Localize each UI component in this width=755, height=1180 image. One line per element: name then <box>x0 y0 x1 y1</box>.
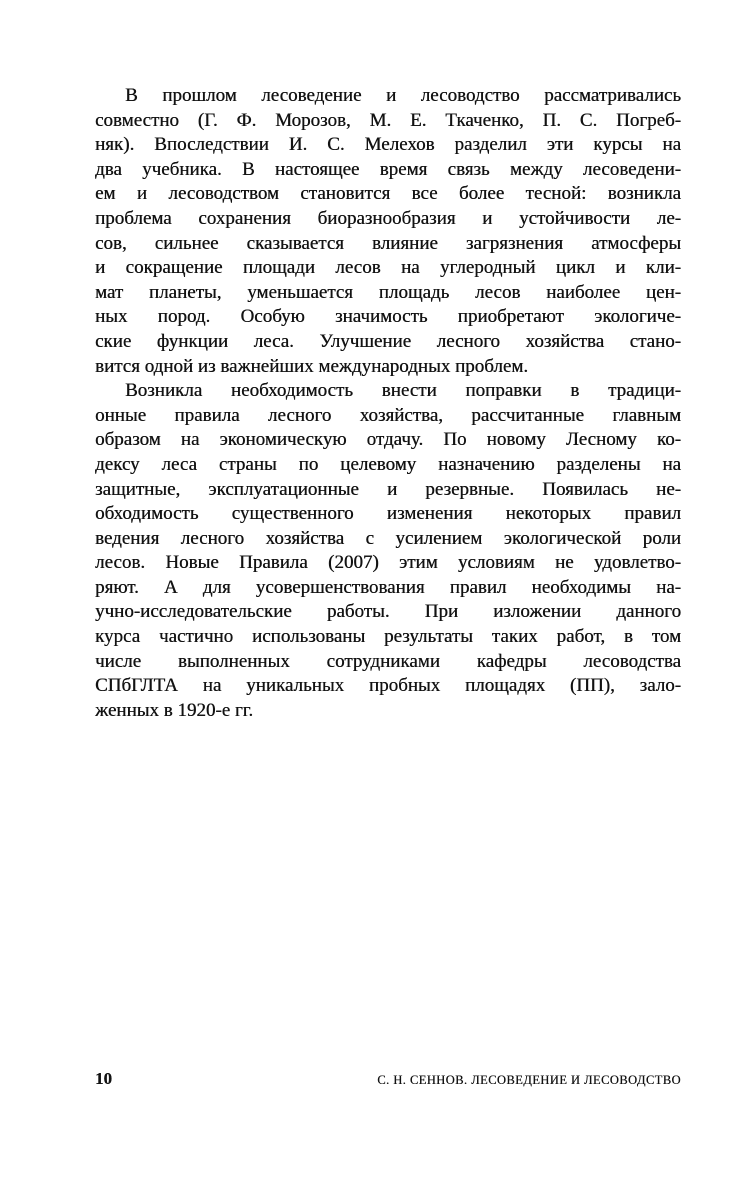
running-footer: С. Н. СЕННОВ. ЛЕСОВЕДЕНИЕ И ЛЕСОВОДСТВО <box>377 1073 681 1087</box>
page-footer <box>95 1069 681 1089</box>
text-line: защитные, эксплуатационные и резервные. Появилась не- <box>95 478 681 500</box>
text-line: совместно (Г. Ф. Морозов, М. Е. Ткаченко, П. С. Погреб- <box>95 109 681 131</box>
text-line: лесов. Новые Правила (2007) этим условиям не удовлетво- <box>95 552 681 574</box>
paragraph <box>95 84 681 379</box>
paragraph <box>95 379 681 723</box>
text-line: мат планеты, уменьшается площадь лесов наиболее цен- <box>95 281 681 303</box>
text-line: образом на экономическую отдачу. По новому Лесному ко- <box>95 429 681 451</box>
text-line: дексу леса страны по целевому назначению разделены на <box>95 453 681 475</box>
text-line: обходимость существенного изменения некоторых правил <box>95 503 681 525</box>
text-line: няк). Впоследствии И. С. Мелехов разделил эти курсы на <box>95 134 681 156</box>
page-number: 10 <box>95 1069 112 1088</box>
text-line: сов, сильнее сказывается влияние загрязнения атмосферы <box>95 232 681 254</box>
text-line: онные правила лесного хозяйства, рассчитанные главным <box>95 404 681 426</box>
text-line: женных в 1920-е гг. <box>95 699 254 721</box>
text-line: проблема сохранения биоразнообразия и устойчивости ле- <box>95 207 681 229</box>
text-line: ские функции леса. Улучшение лесного хозяйства стано- <box>95 330 681 352</box>
text-line: ряют. А для усовершенствования правил необходимы на- <box>95 576 681 598</box>
body-text <box>95 84 681 723</box>
text-line: числе выполненных сотрудниками кафедры лесоводства <box>95 650 681 672</box>
text-line: курса частично использованы результаты таких работ, в том <box>95 626 681 648</box>
text-line: вится одной из важнейших международных проблем. <box>95 355 529 377</box>
text-line: Возникла необходимость внести поправки в традици- <box>125 380 681 402</box>
text-line: учно-исследовательские работы. При изложении данного <box>95 601 681 623</box>
text-line: СПбГЛТА на уникальных пробных площадях (ПП), зало- <box>95 675 681 697</box>
text-line: два учебника. В настоящее время связь между лесоведени- <box>95 158 681 180</box>
text-line: ведения лесного хозяйства с усилением экологической роли <box>95 527 681 549</box>
text-line: В прошлом лесоведение и лесоводство рассматривались <box>125 85 681 106</box>
text-line: ем и лесоводством становится все более тесной: возникла <box>95 183 681 205</box>
text-line: и сокращение площади лесов на углеродный цикл и кли- <box>95 257 681 279</box>
text-line: ных пород. Особую значимость приобретают экологиче- <box>95 306 681 328</box>
